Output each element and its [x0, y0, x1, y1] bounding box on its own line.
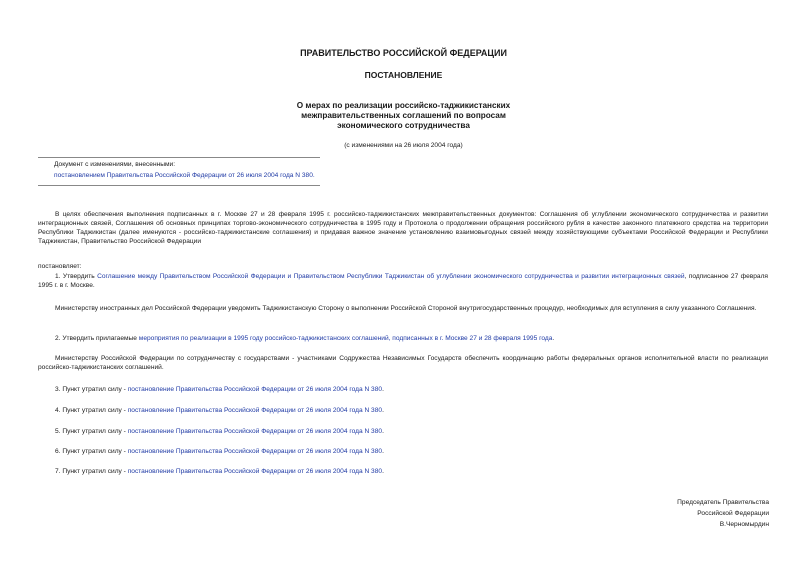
- item-4-suffix: .: [382, 407, 384, 414]
- signature-line-3: В.Черномырдин: [719, 521, 769, 528]
- measures-link[interactable]: мероприятия по реализации в 1995 году российско-таджикистанских соглашений, подписанных в г. Москве 27 и 28 февраля 1995 года: [138, 335, 553, 342]
- item-1-prefix: 1. Утвердить: [55, 273, 98, 280]
- decree-word: постановляет:: [38, 263, 82, 270]
- item-7-suffix: .: [382, 468, 384, 475]
- signature-block: [677, 498, 769, 529]
- government-heading: ПРАВИТЕЛЬСТВО РОССИЙСКОЙ ФЕДЕРАЦИИ: [300, 48, 507, 58]
- document-type: ПОСТАНОВЛЕНИЕ: [364, 70, 443, 80]
- agreement-link[interactable]: Соглашение между Правительством Российской Федерации и Правительством Республики Таджикистан об углублении экономического сотрудничества и развитии интеграционных связей: [97, 273, 685, 280]
- ministry-paragraph: Министерству Российской Федерации по сотрудничеству с государствами - участниками Содружества Независимых Государств обеспечить координацию работы федеральных органов исполнительной власти по реализации российско-таджикистанских соглашений.: [38, 355, 768, 371]
- item-1: [38, 272, 768, 290]
- signature-line-2: Российской Федерации: [697, 510, 769, 517]
- item-1-suffix: , подписанное 27 февраля 1995 г. в г. Москве.: [38, 273, 768, 289]
- item-4: [38, 406, 768, 415]
- item-2-suffix: .: [552, 335, 555, 342]
- revision-note: (с изменениями на 26 июля 2004 года): [344, 142, 463, 149]
- item-3-link[interactable]: постановление Правительства Российской Федерации от 26 июля 2004 года N 380: [127, 386, 383, 393]
- changes-label: Документ с изменениями, внесенными:: [54, 161, 176, 168]
- mfa-paragraph: Министерству иностранных дел Российской Федерации уведомить Таджикистанскую Сторону о выполнении Российской Стороной внутригосударственных процедур, необходимых для вступления в силу указанного Соглашения.: [55, 305, 757, 312]
- item-7: [38, 467, 768, 476]
- item-2: [38, 334, 768, 343]
- divider-top: [38, 157, 320, 158]
- item-5-prefix: 5. Пункт утратил силу -: [55, 428, 128, 435]
- item-3: [38, 385, 768, 394]
- item-5-link[interactable]: постановление Правительства Российской Федерации от 26 июля 2004 года N 380: [127, 428, 383, 435]
- changes-link[interactable]: постановлением Правительства Российской Федерации от 26 июля 2004 года N 380.: [54, 172, 315, 179]
- intro-paragraph: В целях обеспечения выполнения подписанных в г. Москве 27 и 28 февраля 1995 г. российско-таджикистанских межправительственных документов: Соглашения об углублении экономического сотрудничества и развитии интеграционных связей, Соглашения об основных принципах торгово-экономического сотрудничества в 1995 году и Протокола о продолжении обращения российского рубля в качестве законного платежного средства на территории Республики Таджикистан (далее именуются - российско-таджикистанские соглашения) и придавая важное значение установлению взаимовыгодных связей между хозяйствующими субъектами Российской Федерации и Республики Таджикистан, Правительство Российской Федерации: [38, 211, 768, 245]
- item-6: [38, 447, 768, 456]
- item-6-link[interactable]: постановление Правительства Российской Федерации от 26 июля 2004 года N 380: [127, 448, 383, 455]
- item-7-link[interactable]: постановление Правительства Российской Федерации от 26 июля 2004 года N 380: [127, 468, 383, 475]
- signature-line-1: Председатель Правительства: [677, 499, 769, 506]
- item-6-suffix: .: [382, 448, 384, 455]
- item-6-prefix: 6. Пункт утратил силу -: [55, 448, 128, 455]
- item-5: [38, 427, 768, 436]
- item-2-prefix: 2. Утвердить прилагаемые: [55, 335, 139, 342]
- item-7-prefix: 7. Пункт утратил силу -: [55, 468, 128, 475]
- title-line-1: О мерах по реализации российско-таджикистанских: [296, 101, 511, 110]
- divider-bottom: [38, 185, 320, 186]
- item-4-prefix: 4. Пункт утратил силу -: [55, 407, 128, 414]
- item-3-suffix: .: [382, 386, 384, 393]
- title-line-3: экономического сотрудничества: [337, 121, 470, 130]
- item-3-prefix: 3. Пункт утратил силу -: [55, 386, 128, 393]
- item-4-link[interactable]: постановление Правительства Российской Федерации от 26 июля 2004 года N 380: [127, 407, 383, 414]
- item-5-suffix: .: [382, 428, 384, 435]
- title-line-2: межправительственных соглашений по вопросам: [301, 111, 506, 120]
- document-title: [0, 101, 807, 131]
